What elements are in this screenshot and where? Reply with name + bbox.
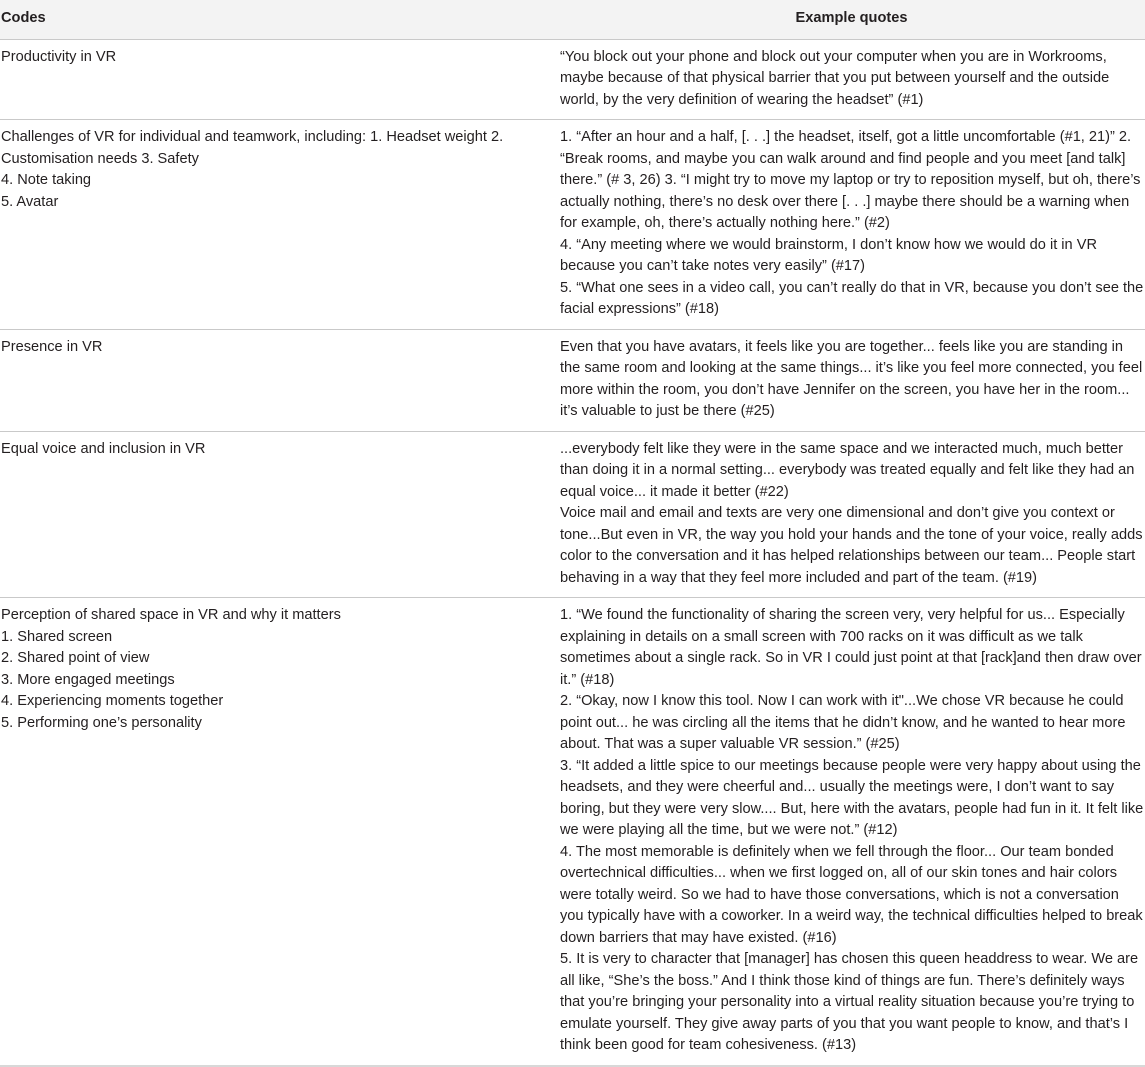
code-cell [0,39,558,120]
code-line: Productivity in VR [1,48,117,65]
header-codes: Codes [0,0,558,39]
code-line: Perception of shared space in VR and why it matters [1,607,341,623]
quote-cell [558,39,1145,120]
quote-cell [558,598,1145,1066]
table-row [0,329,1145,431]
code-line: Challenges of VR for individual and teamwork, including: 1. Headset weight 2. Customisation needs 3. Safety [1,129,504,167]
quote-line: 4. “Any meeting where we would brainstorm, I don’t know how we would do it in VR because you can’t take notes very easily” (#17) [560,236,1097,274]
table-header-row [0,0,1145,39]
quote-line: Voice mail and email and texts are very one dimensional and don’t give you context or tone...But even in VR, the way you hold your hands and the tone of your voice, really adds color to the conversation and it has helped relationships between our team... People start behaving in a way that they feel more included and part of the team. (#19) [560,505,1143,586]
quote-line: ...everybody felt like they were in the same space and we interacted much, much better than doing it in a normal setting... everybody was treated equally and felt like they had an equal voice... it made it better (#22) [560,440,1135,500]
quote-line: “You block out your phone and block out your computer when you are in Workrooms, maybe because of that physical barrier that you put between yourself and the outside world, by the very definition of wearing the headset” (#1) [560,48,1110,108]
code-cell [0,120,558,330]
quote-line: 4. The most memorable is definitely when we fell through the floor... Our team bonded overtechnical difficulties... when we first logged on, all of our skin tones and hair colors were totally weird. So we had to have those conversations, which is not a conversation you typically have with a coworker. In a weird way, the technical difficulties helped to break down barriers that may have existed. (#16) [560,843,1143,946]
quote-line: Even that you have avatars, it feels like you are together... feels like you are standing in the same room and looking at the same things... it’s like you feel more connected, you feel more within the room, you don’t have Jennifer on the screen, you have her in the room... it’s valuable to just be there (#25) [560,338,1143,419]
table-row [0,120,1145,330]
code-line: 2. Shared point of view [1,650,150,666]
code-line: 4. Note taking [1,172,92,188]
quote-cell [558,120,1145,330]
code-line: 5. Avatar [1,193,59,210]
table-row [0,598,1145,1066]
code-line: Presence in VR [1,338,103,355]
quote-line: 1. “We found the functionality of sharing the screen very, very helpful for us... Especially explaining in details on a small screen with 700 racks on it was difficult as we talk sometimes about a single rack. So in VR I could just point at that [rack]and then draw over it.” (#18) [560,607,1142,688]
quote-line: 2. “Okay, now I know this tool. Now I can work with it"...We chose VR because he could point out... he was circling all the items that he didn’t know, and he wanted to hear more about. That was a super valuable VR session.” (#25) [560,693,1126,752]
table-row [0,39,1145,120]
quote-cell [558,329,1145,431]
code-line: 4. Experiencing moments together [1,693,224,709]
quote-line: 5. It is very to character that [manager] has chosen this queen headdress to wear. We are all like, “She’s the boss.” And I think those kind of things are fun. There’s definitely ways that you’re bringing your personality into a virtual reality situation because you’re trying to emulate yourself. They give away parts of you that you want people to know, and that’s I think been good for team cohesiveness. (#13) [560,951,1139,1053]
quote-cell [558,431,1145,598]
code-line: 3. More engaged meetings [1,671,175,688]
quote-line: 5. “What one sees in a video call, you can’t really do that in VR, because you don’t see the facial expressions” (#18) [560,279,1144,317]
code-cell [0,431,558,598]
code-line: Equal voice and inclusion in VR [1,440,206,457]
table-row [0,431,1145,598]
header-example-quotes: Example quotes [558,0,1145,39]
code-cell [0,598,558,1066]
quote-line: 1. “After an hour and a half, [. . .] the headset, itself, got a little uncomfortable (#1, 21)” 2. “Break rooms, and maybe you can walk around and find people and you meet [and talk] there.” (# 3, 26) 3. “I might try to move my laptop or try to reposition myself, but oh, there’s actually nothing, there’s no desk over there [. . .] maybe there should be a warning when for example, oh, there’s actually nothing here.” (#2) [560,129,1141,231]
quote-line: 3. “It added a little spice to our meetings because people were very happy about using the headsets, and they were cheerful and... usually the meetings were, I don’t want to say boring, but they were very slow.... But, here with the avatars, people had fun in it. It felt like we were playing all the time, but we were not.” (#12) [560,757,1144,838]
code-line: 1. Shared screen [1,628,113,645]
code-cell [0,329,558,431]
code-line: 5. Performing one’s personality [1,714,202,731]
